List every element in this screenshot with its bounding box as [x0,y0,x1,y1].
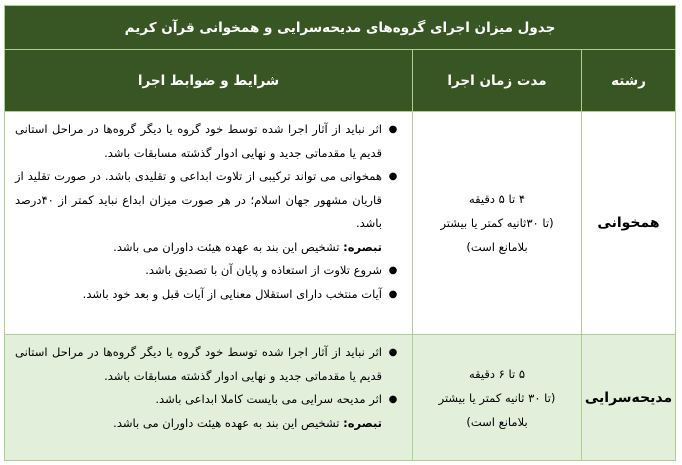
duration-cell [413,112,582,335]
rule-text: شروع تلاوت از استعاذه و پایان آن با تصدیق باشد. [145,263,382,277]
note-label: تبصره: [343,415,382,430]
bullet-icon: ● [388,171,398,182]
bullet-icon: ● [388,265,398,276]
rule-item [15,341,404,388]
header-row [5,50,676,112]
rule-item [15,118,404,165]
rule-item [15,283,404,307]
bullet-icon: ● [388,394,398,405]
header-rules: شرایط و ضوابط اجرا [5,50,413,112]
note-label: تبصره: [343,239,382,254]
bullet-icon: ● [388,124,398,135]
header-duration: مدت زمان اجرا [413,50,582,112]
table-row [5,335,676,461]
bullet-icon: ● [388,288,398,300]
rule-item [15,259,404,283]
duration-line: (تا ۳۰ ثانیه کمتر یا بیشتر [438,390,556,405]
rule-item [15,165,404,236]
rule-text: اثر نباید از آثار اجرا شده توسط خود گروه یا دیگر گروه‌ها در مراحل استانی قدیم یا مقدماتی جدید و نهایی ادوار گذشته مسابقات باشد. [15,345,382,383]
rules-table [4,5,676,461]
duration-line: ۴ تا ۵ دقیقه [468,192,526,206]
rule-text: همخوانی می تواند ترکیبی از تلاوت ابداعی و تقلیدی باشد. در صورت تقلید از قاریان مشهور جهان اسلام؛ در هر صورت میزان ابداع نباید کمتر از ۴۰درصد باشد. [15,169,382,230]
rule-note [15,412,404,436]
duration-cell [413,335,582,461]
duration-line: بلامانع است) [466,240,528,254]
note-text: تشخیص این بند به عهده هیئت داوران می باشد. [113,239,344,254]
rule-text: اثر مدیحه سرایی می بایست کاملا ابداعی باشد. [155,392,382,406]
header-field: رشته [582,50,676,112]
rule-item [15,388,404,412]
title-row [5,6,676,50]
rules-cell [5,112,413,335]
rules-cell [5,335,413,461]
rule-note [15,236,404,260]
field-name: مدیحه‌سرایی [582,335,676,461]
rule-text: اثر نباید از آثار اجرا شده توسط خود گروه یا دیگر گروه‌ها در مراحل استانی قدیم یا مقدماتی جدید و نهایی ادوار گذشته مسابقات باشد. [15,122,382,160]
bullet-icon: ● [388,347,398,358]
table-row [5,112,676,335]
field-name: همخوانی [582,112,676,335]
duration-line: بلامانع است) [466,414,528,429]
duration-line: ۵ تا ۶ دقیقه [468,366,526,381]
rule-text: آیات منتخب دارای استقلال معنایی از آیات قبل و بعد خود باشد. [82,286,382,301]
note-text: تشخیص این بند به عهده هیئت داوران می باشد. [113,415,344,430]
table-title: جدول میزان اجرای گروه‌های مدیحه‌سرایی و همخوانی قرآن کریم [5,6,676,50]
duration-line: (تا ۳۰ثانیه کمتر یا بیشتر [440,216,554,230]
